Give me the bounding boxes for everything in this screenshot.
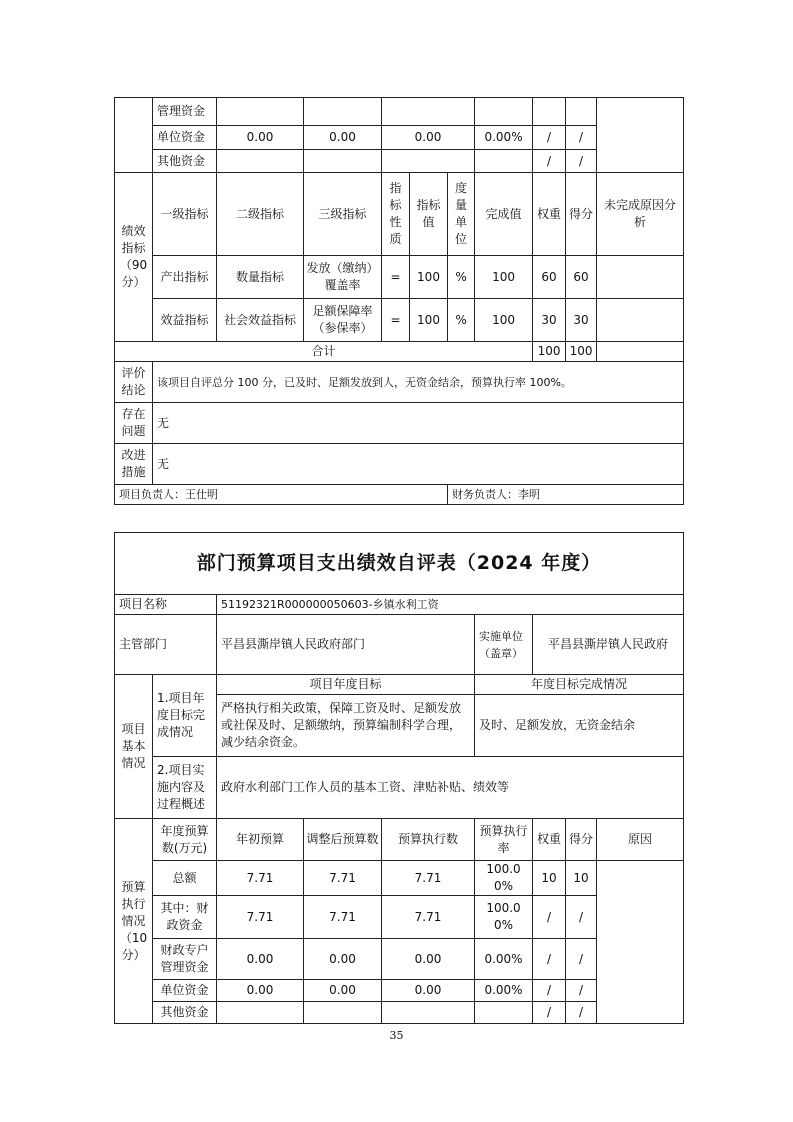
improve-text: 无 [153,444,684,485]
perf-indicator-label: 绩效指标（90分） [115,173,153,342]
goal-header: 项目年度目标 [217,675,475,695]
header-unit: 度量单位 [448,173,475,256]
exec-header-adjusted: 调整后预算数 [304,819,382,861]
improve-label: 改进措施 [115,444,153,485]
problems-text: 无 [153,403,684,444]
impl-unit-label: 实施单位（盖章） [475,615,533,675]
project-name: 51192321R000000050603-乡镇水利工资 [217,595,684,615]
header-nature: 指标性质 [382,173,410,256]
project-lead: 项目负责人：王仕明 [115,485,448,505]
goal-done-text: 及时、足额发放，无资金结余 [475,695,684,757]
fund-row-label: 其他资金 [153,150,217,173]
performance-table-continued: 管理资金 单位资金 0.00 0.00 0.00 0.00% / / 其他资金 / / 绩效指标（90分） 一级指标 二级指标 三级指标 指标性质 指标值 度量单位 完成值 权重 得分 未完成原因分析 产出指标 数量指标 发放（缴纳）覆盖率 = 100 % 100 60 60 效益指标 社会效益指标 足额保障率（参保率） = 100 % 100 30 30 合计 100 100 评价结论 该项目自评总分 100 分，已及时、足额发放到人，无资金结余，预算执行率 100%。 存在问题 无 改进措施 无 项目负责人：王仕明 财务负责人：李明 [114,97,684,505]
goal-done-header: 年度目标完成情况 [475,675,684,695]
basic-info-label: 项目基本情况 [115,675,153,819]
fund-row-label: 单位资金 [153,126,217,150]
total-label: 合计 [115,342,533,362]
total-score: 100 [566,342,597,362]
exec-header-score: 得分 [566,819,597,861]
finance-lead: 财务负责人：李明 [448,485,684,505]
header-weight: 权重 [533,173,566,256]
exec-label: 预算执行情况（10分） [115,819,153,1024]
header-value: 指标值 [410,173,448,256]
header-level3: 三级指标 [304,173,382,256]
exec-header-rate: 预算执行率 [475,819,533,861]
exec-header-reason: 原因 [597,819,684,861]
exec-header-weight: 权重 [533,819,566,861]
header-done: 完成值 [475,173,533,256]
fund-row-label: 管理资金 [153,98,217,126]
header-score: 得分 [566,173,597,256]
dept-value: 平昌县澌岸镇人民政府部门 [217,615,475,675]
conclusion-text: 该项目自评总分 100 分，已及时、足额发放到人，无资金结余，预算执行率 100%。 [153,362,684,403]
content-label: 2.项目实施内容及过程概述 [153,757,217,819]
reason-cell [597,861,684,1024]
budget-self-evaluation-table: 部门预算项目支出绩效自评表（2024 年度） 项目名称 51192321R000000050603-乡镇水利工资 主管部门 平昌县澌岸镇人民政府部门 实施单位（盖章） 平昌县澌岸镇人民政府 项目基本情况 1.项目年度目标完成情况 项目年度目标 年度目标完成情况 严格执行相关政策，保障工资及时、足额发放或社保及时、足额缴纳，预算编制科学合理，减少结余资金。 及时、足额发放，无资金结余 2.项目实施内容及过程概述 政府水利部门工作人员的基本工资、津贴补贴、绩效等 预算执行情况（10分） 年度预算数(万元) 年初预算 调整后预算数 预算执行数 预算执行率 权重 得分 原因 总额 7.71 7.71 7.71 100.00% 10 10 其中：财政资金 7.71 7.71 7.71 100.00% / / 财政专户管理资金 0.00 0.00 0.00 0.00% / / 单位资金 0.00 0.00 0.00 0.00% / / 其他资金 / / [114,532,684,1024]
header-level2: 二级指标 [217,173,304,256]
dept-label: 主管部门 [115,615,217,675]
conclusion-label: 评价结论 [115,362,153,403]
fund-group-cell [115,98,153,173]
header-reason: 未完成原因分析 [597,173,684,256]
problems-label: 存在问题 [115,403,153,444]
page-title: 部门预算项目支出绩效自评表（2024 年度） [115,533,684,595]
exec-header-executed: 预算执行数 [382,819,475,861]
exec-header-year: 年度预算数(万元) [153,819,217,861]
project-name-label: 项目名称 [115,595,217,615]
goal-label: 1.项目年度目标完成情况 [153,675,217,757]
content-text: 政府水利部门工作人员的基本工资、津贴补贴、绩效等 [217,757,684,819]
goal-text: 严格执行相关政策，保障工资及时、足额发放或社保及时、足额缴纳，预算编制科学合理，减少结余资金。 [217,695,475,757]
total-weight: 100 [533,342,566,362]
header-level1: 一级指标 [153,173,217,256]
impl-unit-value: 平昌县澌岸镇人民政府 [533,615,684,675]
exec-header-initial: 年初预算 [217,819,304,861]
page-number: 35 [389,1029,404,1042]
reason-cell [597,98,684,173]
